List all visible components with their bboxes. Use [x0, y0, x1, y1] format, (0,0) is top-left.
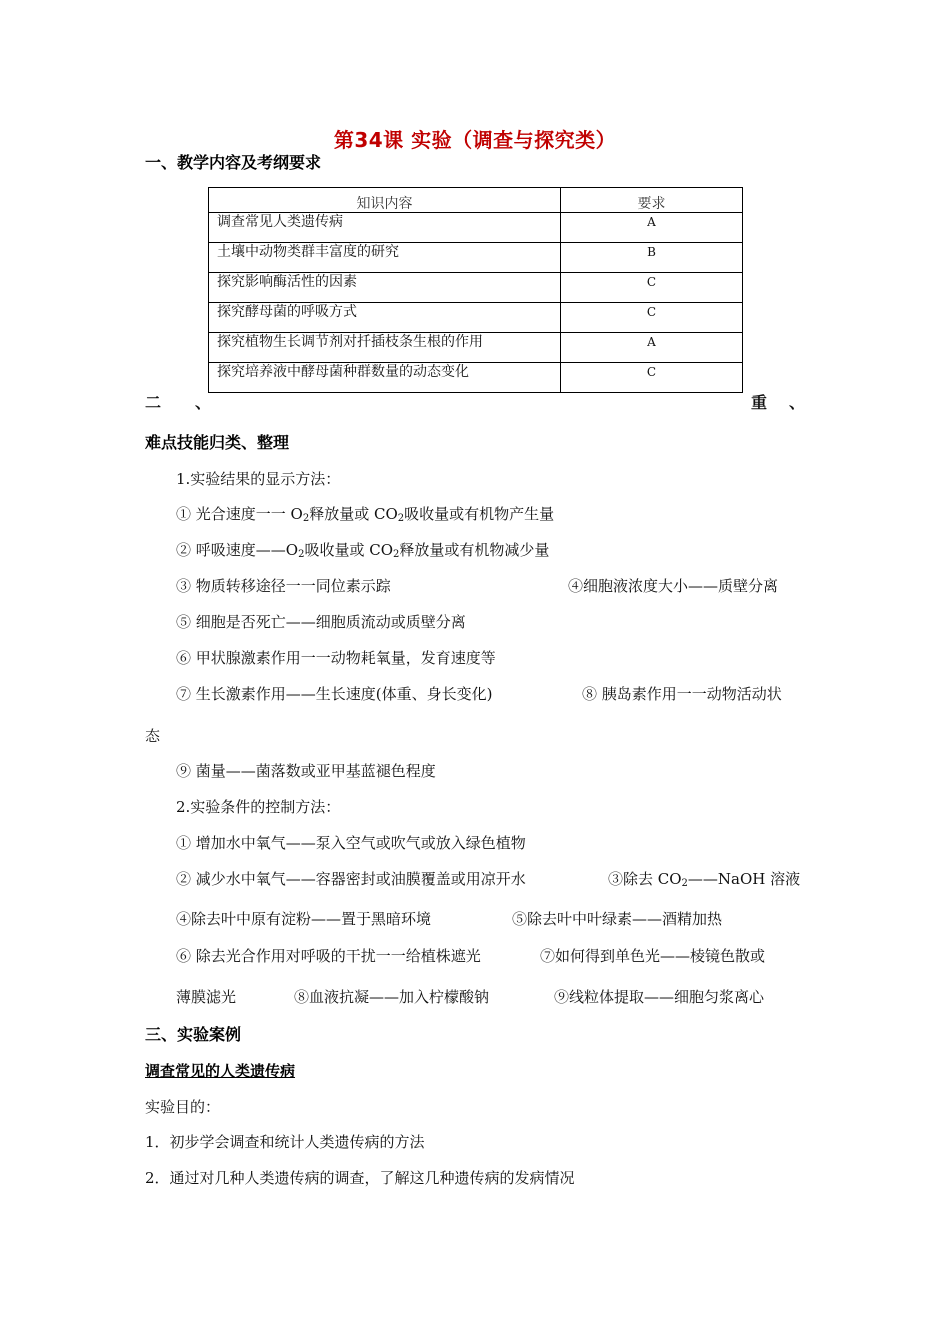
heading-fragment: 、 [788, 393, 805, 412]
table-header-cell: 知识内容 [209, 188, 561, 213]
table-cell: B [561, 243, 743, 273]
table-cell: A [561, 213, 743, 243]
table-row [209, 363, 743, 393]
purpose-label: 实验目的： [145, 1098, 221, 1116]
page-title: 第34课 实验（调查与探究类） [333, 128, 617, 152]
control-heading: 2.实验条件的控制方法： [176, 798, 341, 816]
table-row [209, 273, 743, 303]
control-item-5: ⑤除去叶中叶绿素——酒精加热 [512, 910, 723, 928]
requirements-table [208, 187, 743, 393]
display-item-6: ⑥ 甲状腺激素作用一一动物耗氧量，发育速度等 [176, 649, 496, 667]
table-cell: 调查常见人类遗传病 [209, 213, 561, 243]
table-cell: C [561, 363, 743, 393]
display-item-2: ② 呼吸速度$——O_2$吸收量或 $CO_2$释放量或有机物减少量 [176, 541, 550, 560]
table-row [209, 333, 743, 363]
section-heading-3: 三、实验案例 [145, 1025, 242, 1044]
table-cell: A [561, 333, 743, 363]
control-item-7-cont: 薄膜滤光 [176, 988, 237, 1006]
purpose-item-2: 2．通过对几种人类遗传病的调查，了解这几种遗传病的发病情况 [145, 1169, 575, 1187]
display-item-8: ⑧ 胰岛素作用一一动物活动状 [582, 685, 782, 703]
display-item-9: ⑨ 菌量——菌落数或亚甲基蓝褪色程度 [176, 762, 436, 780]
heading-fragment: 、 [195, 393, 212, 412]
control-item-2: ② 减少水中氧气——容器密封或油膜覆盖或用凉开水 [176, 870, 526, 888]
table-cell: 探究影响酶活性的因素 [209, 273, 561, 303]
table-header-cell: 要求 [561, 188, 743, 213]
display-heading: 1.实验结果的显示方法： [176, 470, 341, 488]
control-item-6: ⑥ 除去光合作用对呼吸的干扰一一给植株遮光 [176, 947, 481, 965]
display-item-1: ① 光合速度一一 $O_2$释放量或 $CO_2$吸收量或有机物产生量 [176, 505, 555, 524]
section-heading-2-cont: 难点技能归类、整理 [145, 433, 290, 452]
table-cell: 探究培养液中酵母菌种群数量的动态变化 [209, 363, 561, 393]
control-item-1: ① 增加水中氧气——泵入空气或吹气或放入绿色植物 [176, 834, 526, 852]
table-cell: 土壤中动物类群丰富度的研究 [209, 243, 561, 273]
table-cell: C [561, 273, 743, 303]
table-cell: 探究植物生长调节剂对扦插枝条生根的作用 [209, 333, 561, 363]
control-item-8: ⑧血液抗凝——加入柠檬酸钠 [294, 988, 490, 1006]
display-item-7: ⑦ 生长激素作用——生长速度(体重、身长变化) [176, 685, 493, 703]
display-item-3: ③ 物质转移途径一一同位素示踪 [176, 577, 391, 595]
control-item-4: ④除去叶中原有淀粉——置于黑暗环境 [176, 910, 432, 928]
table-row [209, 213, 743, 243]
control-item-7: ⑦如何得到单色光——棱镜色散或 [540, 947, 766, 965]
table-row [209, 243, 743, 273]
heading-fragment: 重 [750, 393, 767, 412]
purpose-item-1: 1．初步学会调查和统计人类遗传病的方法 [145, 1133, 425, 1151]
section-heading-1: 一、教学内容及考纲要求 [145, 153, 322, 172]
table-row [209, 303, 743, 333]
display-item-4: ④细胞液浓度大小——质壁分离 [568, 577, 779, 595]
table-cell: 探究酵母菌的呼吸方式 [209, 303, 561, 333]
table-header-row [209, 188, 743, 213]
heading-fragment: 二 [145, 393, 162, 412]
control-item-3: ③除去 $CO_2——NaOH$ 溶液 [608, 870, 801, 889]
table-cell: C [561, 303, 743, 333]
control-item-9: ⑨线粒体提取——细胞匀浆离心 [554, 988, 765, 1006]
display-item-8-cont: 态 [145, 727, 161, 745]
display-item-5: ⑤ 细胞是否死亡——细胞质流动或质壁分离 [176, 613, 466, 631]
section-heading-2 [145, 390, 805, 413]
case-title: 调查常见的人类遗传病 [145, 1062, 296, 1080]
